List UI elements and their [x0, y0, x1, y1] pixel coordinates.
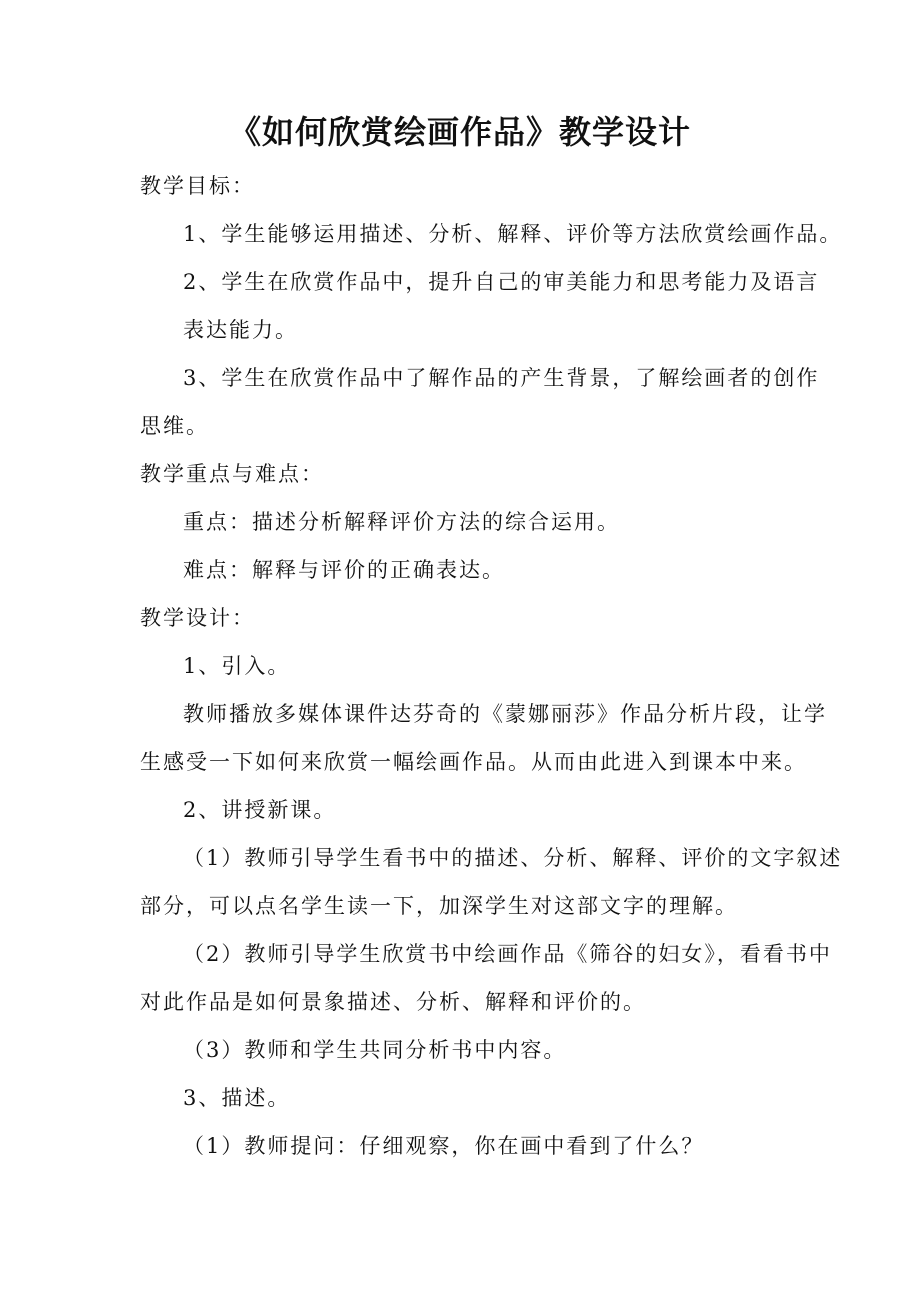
- difficult-point: 难点：解释与评价的正确表达。: [183, 558, 505, 582]
- item-1-line-2: 部分，可以点名学生读一下，加深学生对这部文字的理解。: [140, 894, 738, 918]
- document-title: 《如何欣赏绘画作品》教学设计: [228, 113, 691, 151]
- step-3-describe: 3、描述。: [183, 1086, 291, 1110]
- item-2-line-1: （2）教师引导学生欣赏书中绘画作品《筛谷的妇女》，看看书中: [183, 942, 832, 966]
- step-1-intro: 1、引入。: [183, 654, 291, 678]
- goal-2-line-1: 2、学生在欣赏作品中，提升自己的审美能力和思考能力及语言: [183, 270, 820, 294]
- heading-key-points: 教学重点与难点：: [140, 462, 324, 486]
- item-3: （3）教师和学生共同分析书中内容。: [183, 1038, 567, 1062]
- item-2-line-2: 对此作品是如何景象描述、分析、解释和评价的。: [140, 990, 646, 1014]
- goal-3-line-2: 思维。: [140, 414, 209, 438]
- describe-question: （1）教师提问：仔细观察，你在画中看到了什么？: [183, 1134, 705, 1158]
- heading-teaching-design: 教学设计：: [140, 606, 255, 630]
- item-1-line-1: （1）教师引导学生看书中的描述、分析、解释、评价的文字叙述: [183, 846, 843, 870]
- intro-paragraph-line-2: 生感受一下如何来欣赏一幅绘画作品。从而由此进入到课本中来。: [140, 750, 807, 774]
- goal-3-line-1: 3、学生在欣赏作品中了解作品的产生背景，了解绘画者的创作: [183, 366, 820, 390]
- key-point: 重点：描述分析解释评价方法的综合运用。: [183, 510, 620, 534]
- step-2-new-lesson: 2、讲授新课。: [183, 798, 337, 822]
- intro-paragraph-line-1: 教师播放多媒体课件达芬奇的《蒙娜丽莎》作品分析片段，让学: [183, 702, 827, 726]
- heading-teaching-goals: 教学目标：: [140, 174, 255, 198]
- goal-2-line-2: 表达能力。: [183, 318, 298, 342]
- goal-1: 1、学生能够运用描述、分析、解释、评价等方法欣赏绘画作品。: [183, 222, 843, 246]
